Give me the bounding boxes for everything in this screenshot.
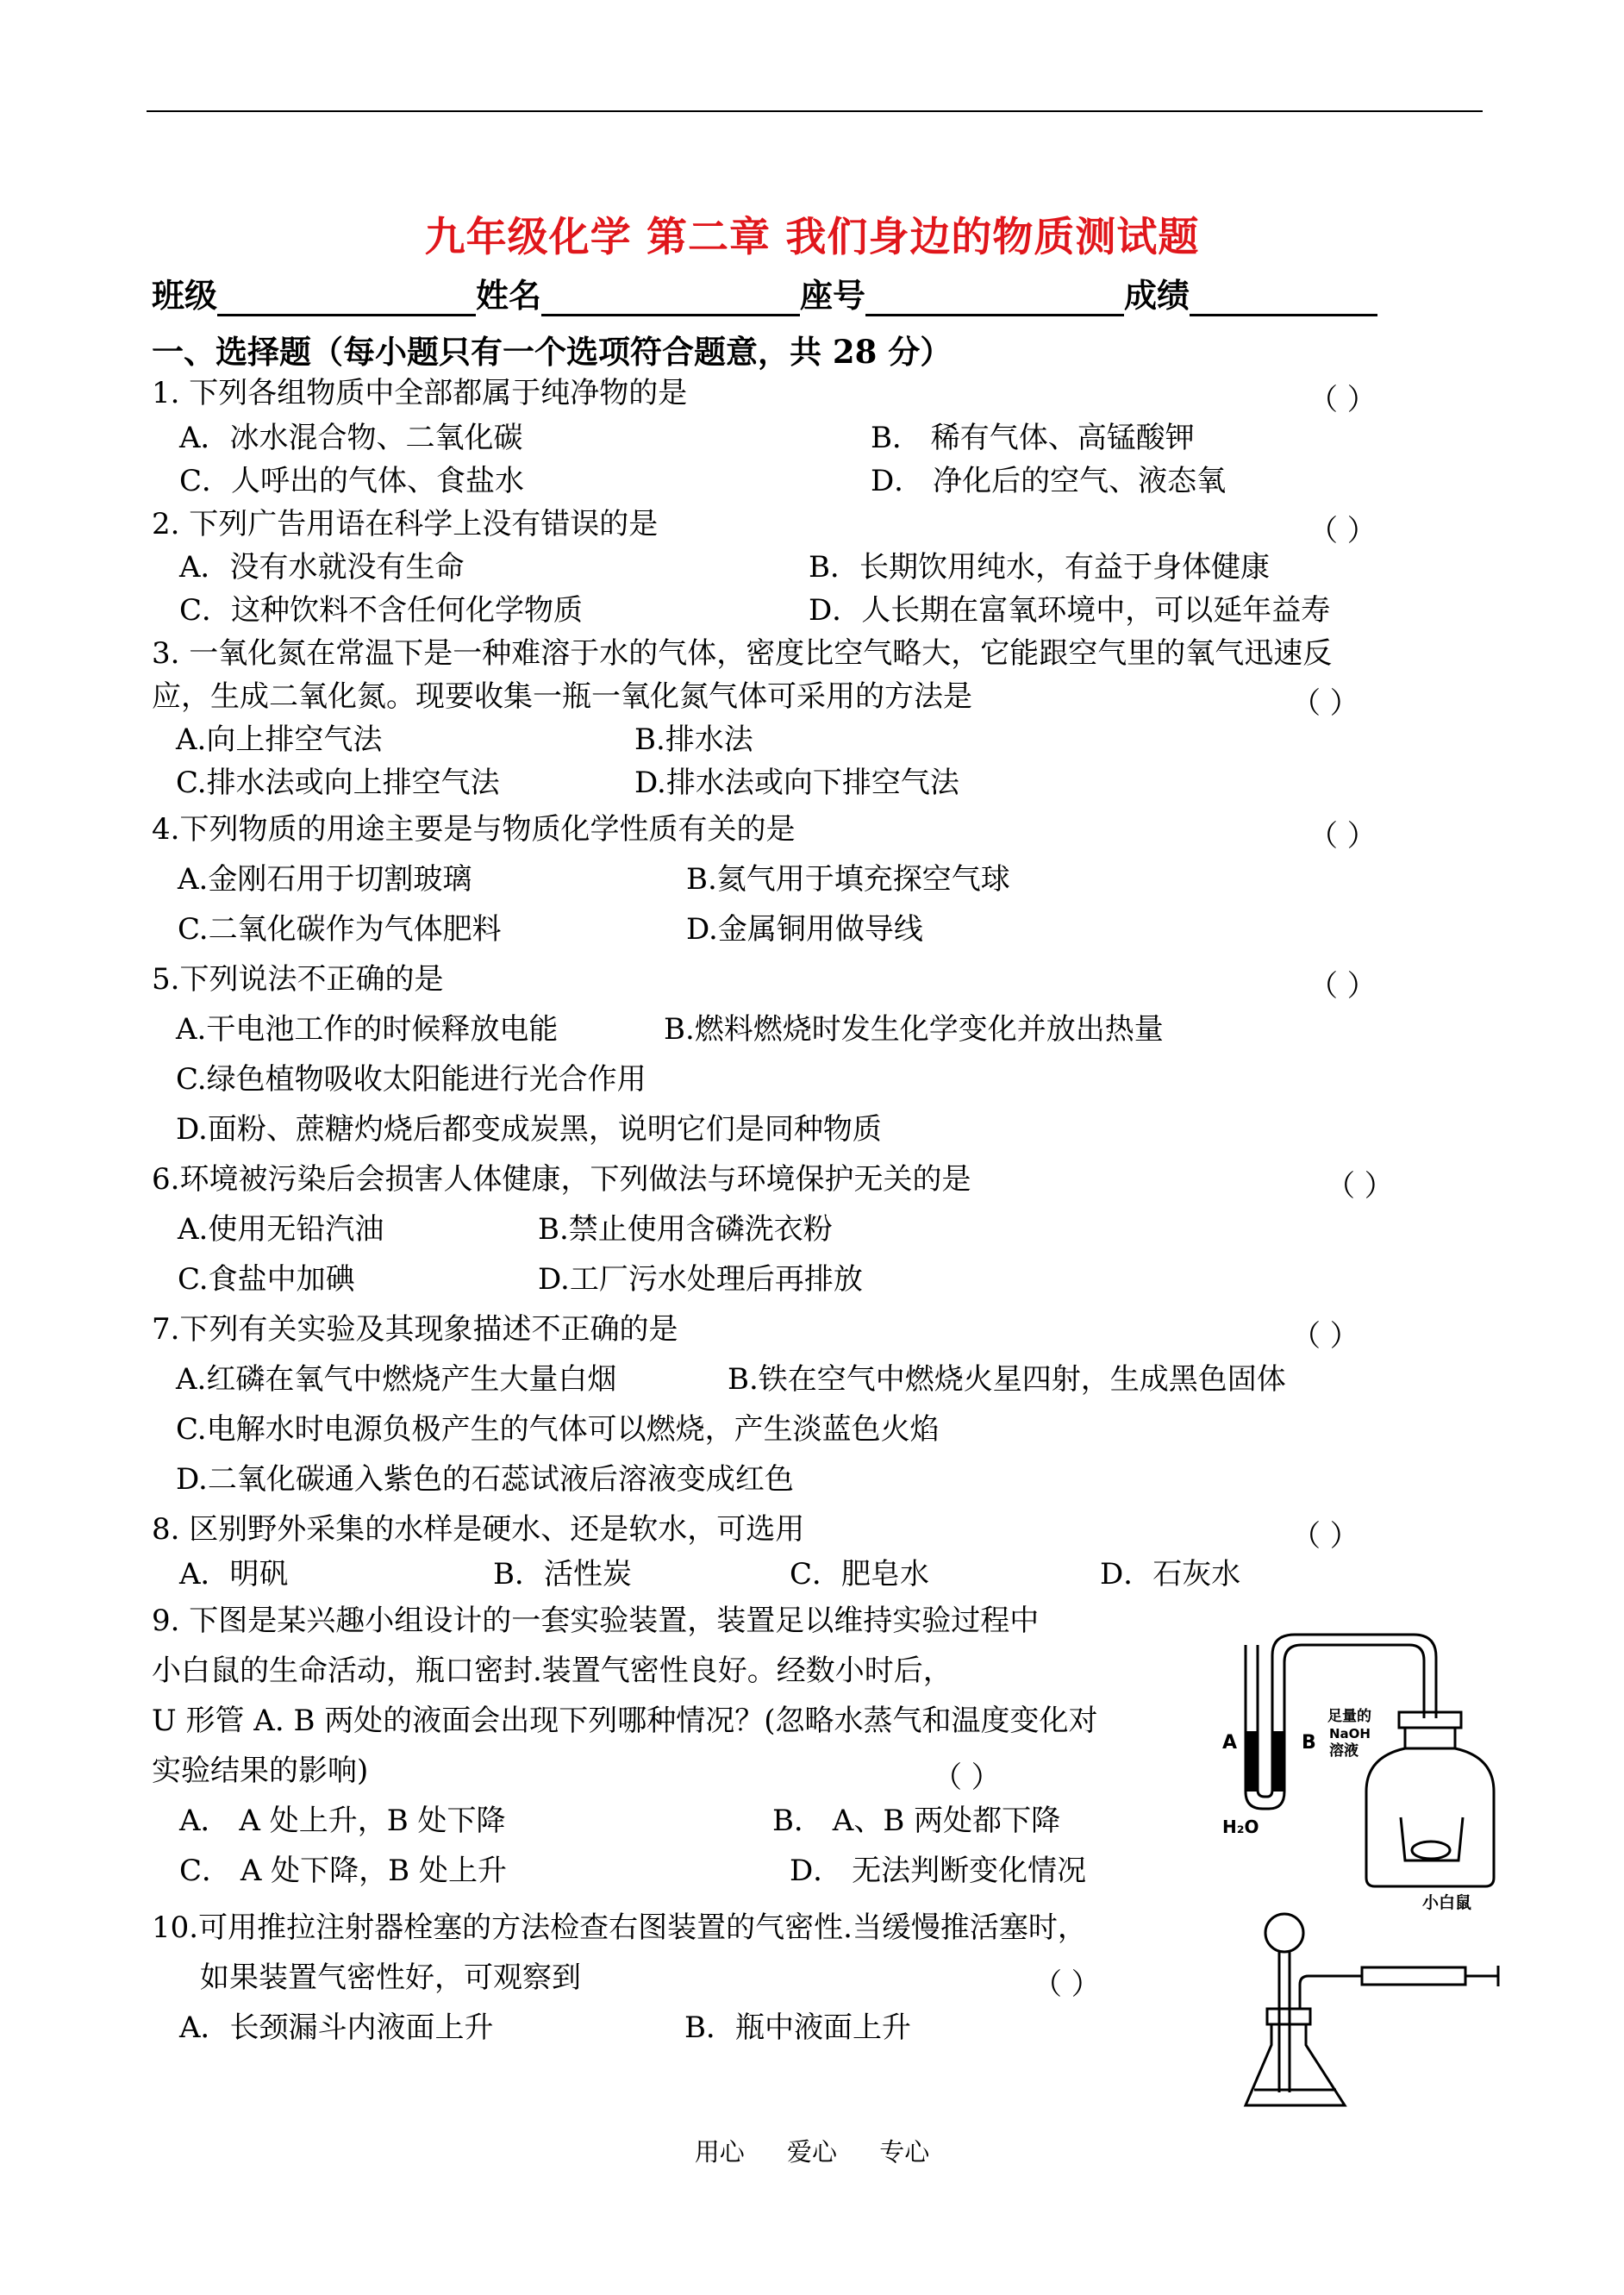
q5-option-c: C.绿色植物吸收太阳能进行光合作用 — [176, 1062, 646, 1097]
q7-stem: 7.下列有关实验及其现象描述不正确的是 — [152, 1312, 678, 1347]
q6-option-d: D.工厂污水处理后再排放 — [538, 1262, 863, 1297]
student-info-line — [152, 269, 1377, 316]
q1-option-c: C．人呼出的气体、食盐水 — [179, 464, 525, 498]
q8-option-c: C．肥皂水 — [790, 1557, 930, 1591]
q1-stem: 1. 下列各组物质中全部都属于纯净物的是 — [152, 376, 688, 410]
q3-option-a: A.向上排空气法 — [176, 722, 383, 757]
q6-option-a: A.使用无铅汽油 — [178, 1212, 384, 1247]
q8-option-d: D．石灰水 — [1100, 1557, 1241, 1591]
q8-option-a: A．明矾 — [179, 1557, 289, 1591]
score-blank[interactable] — [1190, 281, 1377, 316]
name-blank[interactable] — [541, 281, 800, 316]
q2-option-d: D．人长期在富氧环境中，可以延年益寿 — [809, 593, 1331, 628]
class-blank[interactable] — [217, 281, 476, 316]
q3-option-b: B.排水法 — [634, 722, 753, 757]
q6-option-b: B.禁止使用含磷洗衣粉 — [538, 1212, 833, 1247]
q3-answer-paren[interactable]: （ ） — [1291, 686, 1359, 721]
q8-option-b: B．活性炭 — [493, 1557, 632, 1591]
q1-option-d: D． 净化后的空气、液态氧 — [871, 464, 1227, 498]
q7-option-a: A.红磷在氧气中燃烧产生大量白烟 — [176, 1362, 617, 1397]
q9-stem-line1: 9. 下图是某兴趣小组设计的一套实验装置，装置足以维持实验过程中 — [152, 1604, 1040, 1638]
q6-answer-paren[interactable]: （ ） — [1326, 1169, 1394, 1204]
q2-answer-paren[interactable]: （ ） — [1309, 514, 1377, 548]
q8-answer-paren[interactable]: （ ） — [1291, 1519, 1359, 1554]
q10-answer-paren[interactable]: （ ） — [1033, 1967, 1101, 2002]
q4-stem: 4.下列物质的用途主要是与物质化学性质有关的是 — [152, 812, 796, 847]
q10-stem-line2: 如果装置气密性好，可观察到 — [200, 1960, 581, 1995]
q7-option-b: B.铁在空气中燃烧火星四射，生成黑色固体 — [728, 1362, 1286, 1397]
header-rule — [147, 110, 1483, 112]
q5-stem: 5.下列说法不正确的是 — [152, 962, 444, 997]
class-label: 班级 — [152, 276, 218, 315]
q4-answer-paren[interactable]: （ ） — [1309, 819, 1377, 854]
q9-fig-label-naoh-3: 溶液 — [1329, 1742, 1359, 1760]
q10-apparatus-figure — [1241, 1907, 1500, 2123]
q9-option-b: B． A、B 两处都下降 — [772, 1804, 1061, 1838]
q6-option-c: C.食盐中加碘 — [178, 1262, 355, 1297]
q5-option-a: A.干电池工作的时候释放电能 — [176, 1012, 559, 1047]
seat-blank[interactable] — [865, 281, 1124, 316]
q1-answer-paren[interactable]: （ ） — [1309, 383, 1377, 417]
q9-fig-label-naoh-1: 足量的 — [1327, 1708, 1371, 1725]
q5-option-b: B.燃料燃烧时发生化学变化并放出热量 — [664, 1012, 1164, 1047]
page-title: 九年级化学 第二章 我们身边的物质测试题 — [424, 214, 1200, 261]
q2-option-a: A．没有水就没有生命 — [179, 550, 465, 585]
q9-stem-line3: U 形管 A. B 两处的液面会出现下列哪种情况？(忽略水蒸气和温度变化对 — [152, 1704, 1098, 1738]
q10-option-a: A．长颈漏斗内液面上升 — [179, 2010, 494, 2045]
name-label: 姓名 — [476, 276, 542, 315]
q10-stem-line1: 10.可用推拉注射器栓塞的方法检查右图装置的气密性.当缓慢推活塞时， — [152, 1910, 1087, 1945]
q9-option-a: A． A 处上升，B 处下降 — [179, 1804, 506, 1838]
q7-option-d: D.二氧化碳通入紫色的石蕊试液后溶液变成红色 — [176, 1462, 794, 1497]
q7-answer-paren[interactable]: （ ） — [1291, 1319, 1359, 1354]
q4-option-c: C.二氧化碳作为气体肥料 — [178, 912, 502, 947]
q9-fig-label-b: B — [1302, 1732, 1316, 1754]
q9-apparatus-figure — [1215, 1628, 1500, 1912]
q9-option-c: C． A 处下降，B 处上升 — [179, 1854, 507, 1888]
q1-option-a: A．冰水混合物、二氧化碳 — [179, 421, 523, 455]
q9-stem-line2: 小白鼠的生命活动，瓶口密封.装置气密性良好。经数小时后， — [152, 1654, 953, 1688]
seat-label: 座号 — [800, 276, 866, 315]
q4-option-b: B.氦气用于填充探空气球 — [686, 862, 1010, 897]
q3-stem-line2: 应，生成二氧化氮。现要收集一瓶一氧化氮气体可采用的方法是 — [152, 679, 972, 714]
q8-stem: 8. 区别野外采集的水样是硬水、还是软水，可选用 — [152, 1512, 805, 1547]
q4-option-a: A.金刚石用于切割玻璃 — [178, 862, 472, 897]
q9-fig-label-naoh-2: NaOH — [1329, 1726, 1371, 1742]
q3-stem-line1: 3. 一氧化氮在常温下是一种难溶于水的气体，密度比空气略大，它能跟空气里的氧气迅速反 — [152, 636, 1333, 671]
q9-stem-line4: 实验结果的影响) — [152, 1754, 369, 1788]
q5-answer-paren[interactable]: （ ） — [1309, 969, 1377, 1004]
q2-option-c: C．这种饮料不含任何化学物质 — [179, 593, 584, 628]
q2-option-b: B．长期饮用纯水，有益于身体健康 — [809, 550, 1270, 585]
score-label: 成绩 — [1124, 276, 1190, 315]
q4-option-d: D.金属铜用做导线 — [686, 912, 923, 947]
q5-option-d: D.面粉、蔗糖灼烧后都变成炭黑，说明它们是同种物质 — [176, 1112, 882, 1147]
q3-option-d: D.排水法或向下排空气法 — [634, 766, 959, 800]
q7-option-c: C.电解水时电源负极产生的气体可以燃烧，产生淡蓝色火焰 — [176, 1412, 940, 1447]
q9-fig-label-mouse: 小白鼠 — [1422, 1893, 1472, 1912]
q1-option-b: B． 稀有气体、高锰酸钾 — [871, 421, 1195, 455]
q2-stem: 2. 下列广告用语在科学上没有错误的是 — [152, 507, 659, 541]
page-footer: 用心 爱心 专心 — [694, 2137, 930, 2167]
q9-option-d: D． 无法判断变化情况 — [790, 1854, 1087, 1888]
q9-fig-label-a: A — [1222, 1732, 1238, 1754]
q9-answer-paren[interactable]: （ ） — [933, 1760, 1001, 1795]
q6-stem: 6.环境被污染后会损害人体健康，下列做法与环境保护无关的是 — [152, 1162, 971, 1197]
q10-option-b: B．瓶中液面上升 — [684, 2010, 911, 2045]
q9-fig-label-h2o: H₂O — [1222, 1817, 1259, 1837]
q3-option-c: C.排水法或向上排空气法 — [176, 766, 500, 800]
section-heading: 一、选择题（每小题只有一个选项符合题意，共 28 分） — [152, 333, 953, 371]
